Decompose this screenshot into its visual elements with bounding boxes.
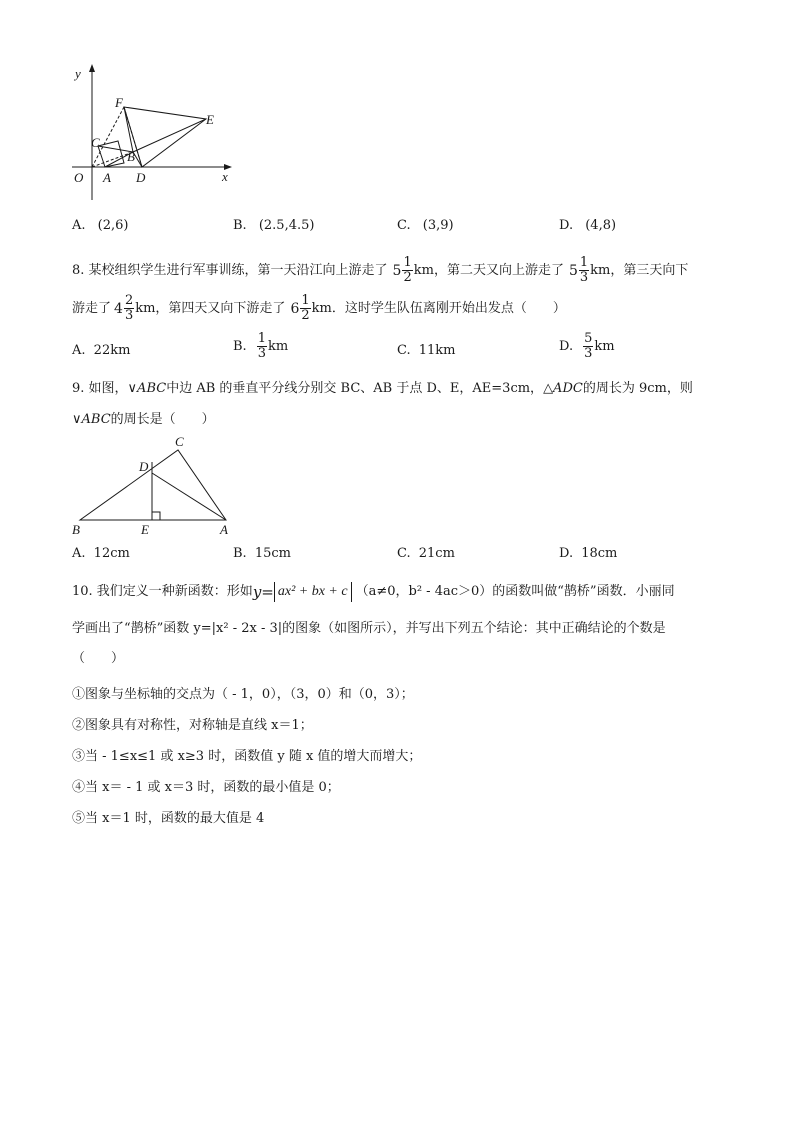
q7-option-a[interactable]: A. (2,6) — [72, 218, 129, 233]
label-e: E — [206, 112, 214, 127]
q9-option-a[interactable]: A. 12cm — [72, 546, 130, 561]
q8-line-1: 8. 某校组织学生进行军事训练，第一天沿江向上游走了 5 $\frac{1}{2}$ km，第二天又向上游走了 5 $\frac{1}{3}$ km，第三天向下 — [72, 255, 689, 285]
q9-line-1: 9. 如图，∨ABC中边 AB 的垂直平分线分别交 BC、AB 于点 D、E，AE=3cm，△ADC的周长为 9cm，则 — [72, 381, 693, 396]
q10-line-1: 10. 我们定义一种新函数：形如 y= ax² + bx + c （a≠0，b² - 4ac＞0）的函数叫做“鹊桥”函数．小丽同 — [72, 583, 675, 601]
q10-line-3: （ ） — [72, 651, 125, 666]
q7-option-b[interactable]: B. (2.5,4.5) — [233, 218, 315, 233]
q7-option-a-value: (2,6) — [97, 218, 129, 233]
q8-mixed-2: 5 $\frac{1}{3}$ — [568, 255, 589, 285]
label-c: C — [91, 135, 100, 150]
q9-option-d[interactable]: D. 18cm — [559, 546, 618, 561]
label-x: x — [222, 169, 228, 184]
label-y: y — [75, 66, 81, 81]
q10-line-2: 学画出了“鹊桥”函数 y=|x² - 2x - 3|的图象（如图所示），并写出下列五个结论：其中正确结论的个数是 — [72, 621, 666, 636]
triangle-abc-symbol: ∨ABC — [127, 381, 167, 396]
q8-option-c[interactable]: C. 11km — [397, 343, 456, 358]
q8-option-d[interactable]: D. $\frac{5}{3}$ km — [559, 331, 615, 361]
q9-option-c[interactable]: C. 21cm — [397, 546, 455, 561]
triangle-abc-symbol-2: ∨ABC — [72, 412, 111, 427]
q7-option-c-value: (3,9) — [422, 218, 454, 233]
q10-statement-5: ⑤当 x＝1 时，函数的最大值是 4 — [72, 811, 265, 826]
label-d: D — [136, 170, 146, 185]
label-d: D — [139, 459, 149, 474]
y-axis-arrow — [89, 64, 95, 72]
label-a: A — [103, 170, 111, 185]
q8-option-a[interactable]: A. 22km — [72, 343, 131, 358]
label-a: A — [220, 522, 228, 537]
right-angle-mark — [152, 512, 160, 520]
label-b: B — [127, 149, 135, 164]
q8-mixed-1: 5 $\frac{1}{2}$ — [392, 255, 412, 285]
label-c: C — [175, 434, 184, 449]
label-e: E — [141, 522, 149, 537]
segment-d-a — [152, 473, 226, 520]
label-o: O — [74, 170, 84, 185]
q10-statement-4: ④当 x＝ - 1 或 x＝3 时，函数的最小值是 0； — [72, 780, 340, 795]
q7-option-b-value: (2.5,4.5) — [258, 218, 315, 233]
q9-line-2: ∨ABC的周长是（ ） — [72, 412, 215, 427]
q7-option-c[interactable]: C. (3,9) — [397, 218, 454, 233]
triangle-abc — [80, 450, 226, 520]
q10-statement-1: ①图象与坐标轴的交点为（ - 1，0），（3，0）和（0，3）； — [72, 687, 414, 702]
triangle-adc-symbol: △ADC — [543, 381, 583, 396]
q7-option-d-value: (4,8) — [585, 218, 617, 233]
q8-mixed-3: 4 $\frac{2}{3}$ — [114, 293, 134, 323]
segment-b-e — [133, 119, 206, 152]
q10-abs-expression: ax² + bx + c — [274, 582, 352, 602]
q9-triangle-figure — [66, 432, 246, 540]
q8-line-2: 游走了 4 $\frac{2}{3}$ km，第四天又向下游走了 6 $\frac{1}{2}$ km．这时学生队伍离刚开始出发点（ ） — [72, 293, 566, 323]
q10-statement-2: ②图象具有对称性，对称轴是直线 x＝1； — [72, 718, 313, 733]
q8-mixed-4: 6 $\frac{1}{2}$ — [290, 293, 310, 323]
q7-coordinate-figure — [60, 60, 250, 205]
q9-option-b[interactable]: B. 15cm — [233, 546, 291, 561]
q7-option-d[interactable]: D. (4,8) — [559, 218, 617, 233]
segment-f-b — [124, 107, 133, 152]
label-f: F — [115, 95, 123, 110]
q8-option-b[interactable]: B. $\frac{1}{3}$ km — [233, 331, 289, 361]
label-b: B — [72, 522, 80, 537]
q10-statement-3: ③当 - 1≤x≤1 或 x≥3 时，函数值 y 随 x 值的增大而增大； — [72, 749, 422, 764]
